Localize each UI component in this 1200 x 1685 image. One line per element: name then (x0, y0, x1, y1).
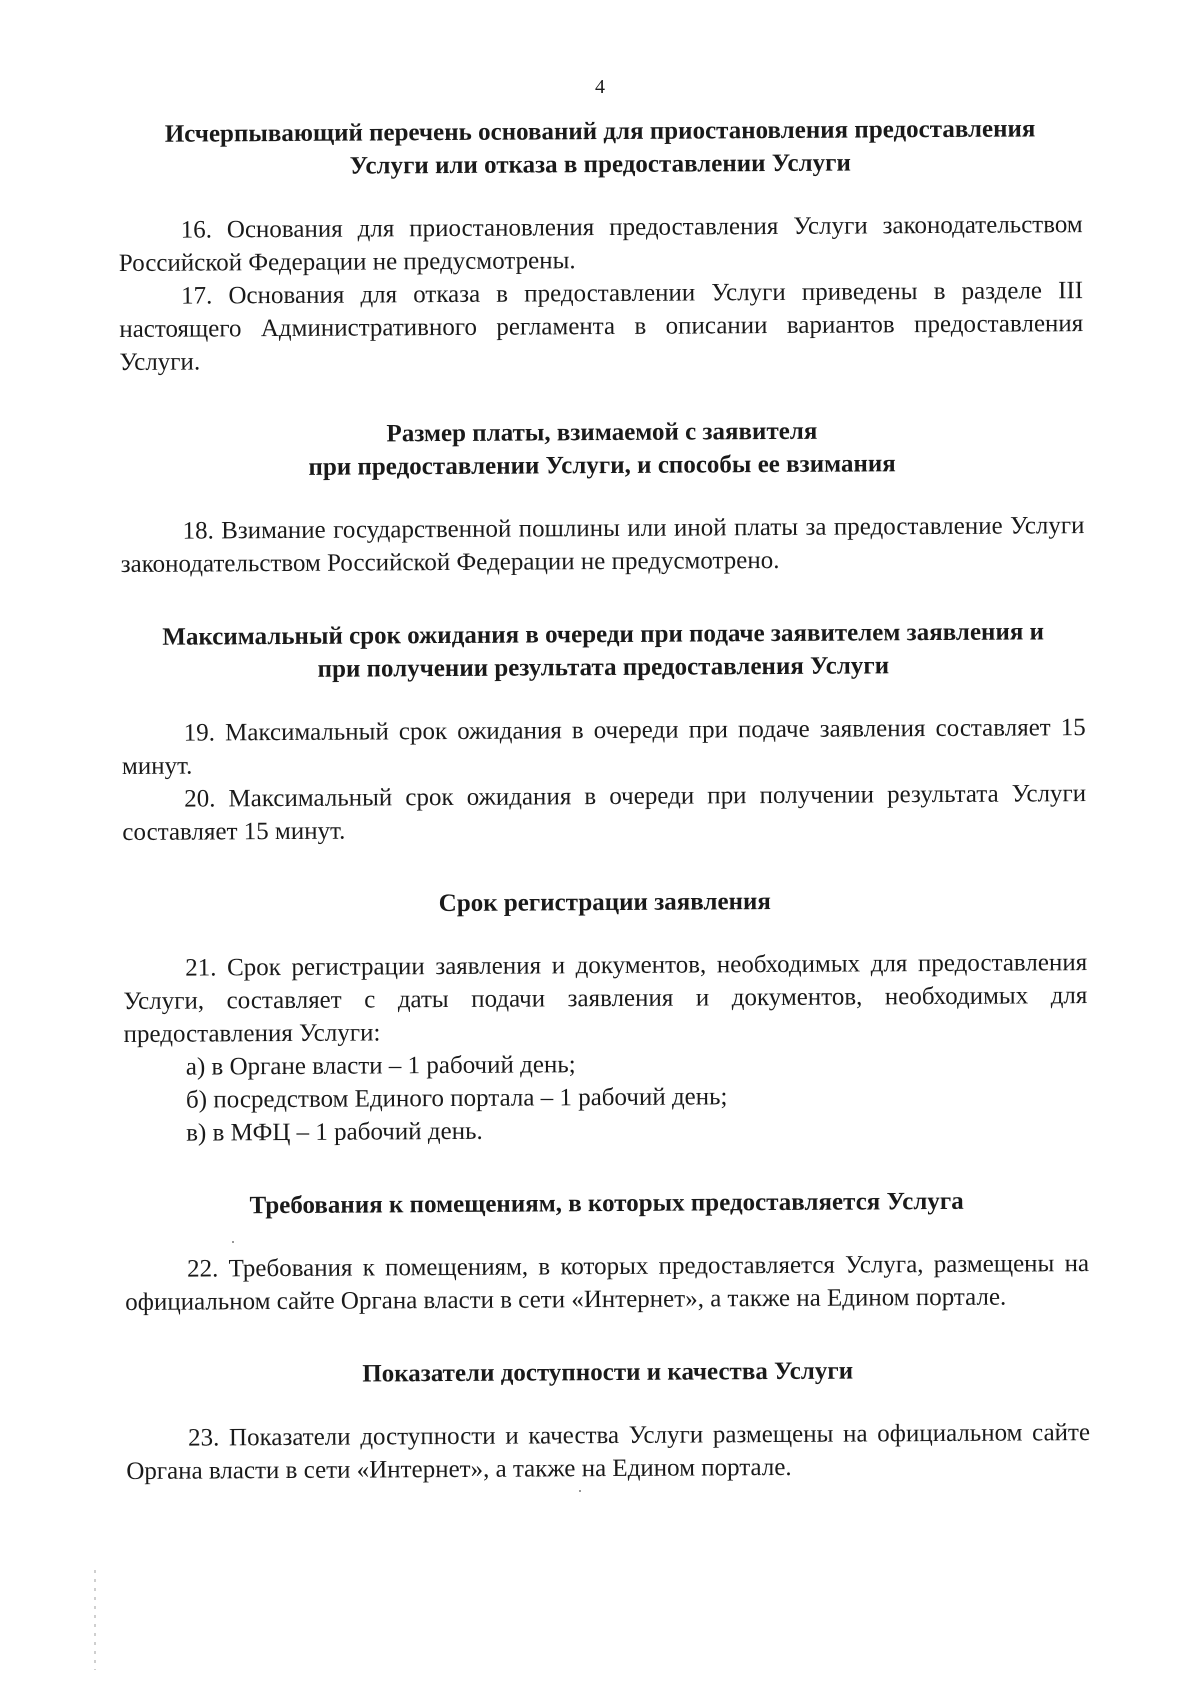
list-item: а) в Органе власти – 1 рабочий день; (185, 1051, 576, 1081)
document-body (118, 112, 1090, 1488)
page-number: 4 (595, 76, 605, 98)
section-heading-line: при получении результата предоставления Услуги (317, 652, 890, 683)
section-heading-line: Срок регистрации заявления (438, 888, 771, 918)
paragraph-23: 23. Показатели доступности и качества Услуги размещены на официальном сайте Органа власти в сети «Интернет», а также на Едином портале. (126, 1419, 1091, 1485)
section-heading-line: Максимальный срок ожидания в очереди при подаче заявителем заявления и (162, 618, 1045, 651)
section-heading-line: Исчерпывающий перечень оснований для приостановления предоставления (164, 115, 1036, 148)
paragraph-16: 16. Основания для приостановления предоставления Услуги законодательством Российской Федерации не предусмотрены. (118, 211, 1083, 277)
paragraph-19: 19. Максимальный срок ожидания в очереди при подаче заявления составляет 15 минут. (121, 714, 1086, 780)
list-item: б) посредством Единого портала – 1 рабочий день; (185, 1083, 728, 1114)
scan-margin-marks (94, 1570, 96, 1670)
section-quality-indicators (126, 1353, 1091, 1488)
paragraph-18: 18. Взимание государственной пошлины или иной платы за предоставление Услуги законодательством Российской Федерации не предусмотрено. (120, 512, 1085, 578)
section-heading-line: Услуги или отказа в предоставлении Услуги (349, 149, 851, 180)
paragraph-17: 17. Основания для отказа в предоставлении Услуги приведены в разделе III настоящего Административного регламента в описании вариантов предоставления Услуги. (119, 277, 1084, 376)
section-heading-line: Показатели доступности и качества Услуги (362, 1357, 854, 1388)
paragraph-20: 20. Максимальный срок ожидания в очереди при получении результата Услуги составляет 15 минут. (122, 780, 1087, 846)
paragraph-22: 22. Требования к помещениям, в которых предоставляется Услуга, размещены на официальном сайте Органа власти в сети «Интернет», а также на Едином портале. (125, 1250, 1090, 1316)
section-heading-line: Размер платы, взимаемой с заявителя (386, 417, 818, 448)
paragraph-21: 21. Срок регистрации заявления и документов, необходимых для предоставления Услуги, составляет с даты подачи заявления и документов, необходимых для предоставления Услуги: (123, 949, 1088, 1048)
section-queue-time (121, 615, 1086, 849)
section-heading-line: при предоставлении Услуги, и способы ее взимания (308, 450, 896, 481)
section-premises-requirements (125, 1184, 1090, 1319)
scan-speck (579, 1490, 581, 1492)
scan-speck (232, 1241, 234, 1243)
list-item: в) в МФЦ – 1 рабочий день. (186, 1117, 483, 1147)
section-heading-line: Требования к помещениям, в которых предоставляется Услуга (249, 1187, 964, 1220)
section-registration-term (123, 883, 1089, 1150)
section-fee (120, 413, 1085, 581)
section-suspension-refusal (118, 112, 1084, 379)
